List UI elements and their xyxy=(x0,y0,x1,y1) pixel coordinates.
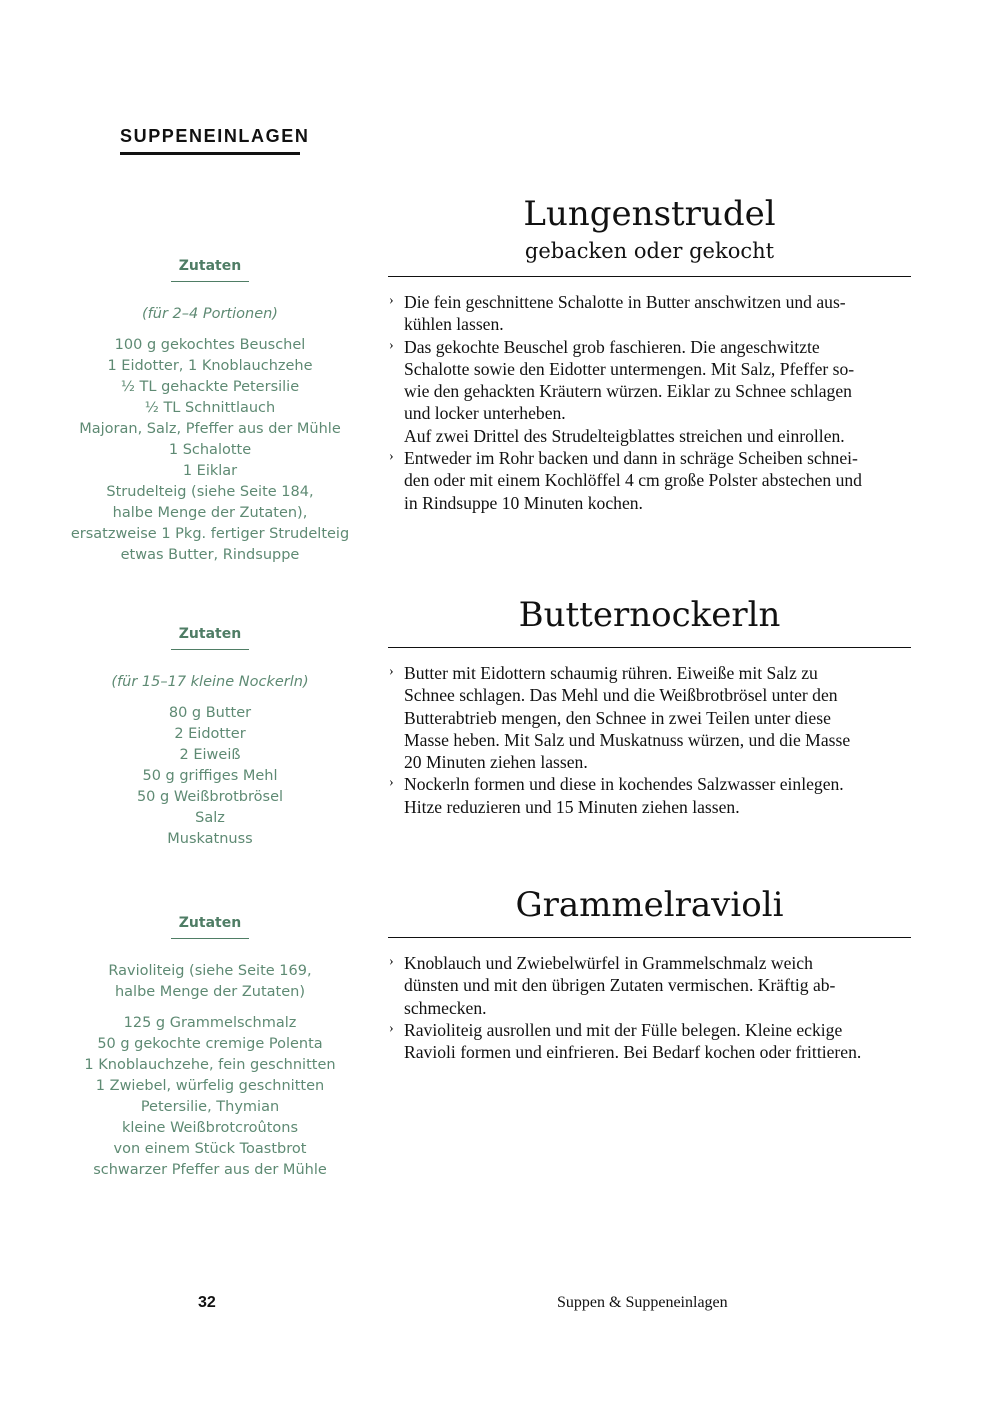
step-item xyxy=(388,952,911,1019)
recipe-grammelravioli xyxy=(388,884,911,1063)
step-line: Butter mit Eidottern schaumig rühren. Eiweiße mit Salz zu xyxy=(404,663,818,683)
ingredient-item: Ravioliteig (siehe Seite 169, xyxy=(108,963,312,979)
step-list xyxy=(388,952,911,1063)
step-line: Hitze reduzieren und 15 Minuten ziehen lassen. xyxy=(404,796,740,817)
ingredient-item: 1 Schalotte xyxy=(168,442,252,458)
chevron-right-icon: › xyxy=(389,337,394,353)
ingredient-list xyxy=(60,335,360,566)
step-line: und locker unterheben. xyxy=(404,403,566,424)
step-item xyxy=(388,662,911,773)
title-rule xyxy=(388,647,911,648)
step-line: Masse heben. Mit Salz und Muskatnuss würzen, und die Masse xyxy=(404,729,851,750)
ingredients-title: Zutaten xyxy=(171,624,249,650)
ingredients-title: Zutaten xyxy=(171,913,249,939)
step-line: Auf zwei Drittel des Strudelteigblattes streichen und einrollen. xyxy=(404,425,845,446)
ingredient-item: 100 g gekochtes Beuschel xyxy=(114,337,306,353)
step-item xyxy=(388,773,911,818)
step-line: Entweder im Rohr backen und dann in schräge Scheiben schnei- xyxy=(404,448,858,469)
step-line: schmecken. xyxy=(404,997,487,1018)
step-item xyxy=(388,336,911,447)
recipe-butternockerln xyxy=(388,594,911,818)
ingredient-item: 125 g Grammelschmalz xyxy=(123,1015,297,1031)
footer-section-title: Suppen & Suppeneinlagen xyxy=(557,1294,728,1311)
step-line: Ravioli formen und einfrieren. Bei Bedarf kochen oder frittieren. xyxy=(404,1042,862,1063)
recipe-title: Butternockerln xyxy=(518,595,781,635)
ingredient-item: ½ TL Schnittlauch xyxy=(144,400,276,416)
step-line: dünsten und mit den übrigen Zutaten vermischen. Kräftig ab- xyxy=(404,975,836,996)
ingredients-butternockerln xyxy=(60,624,360,860)
ingredient-list xyxy=(60,1013,360,1181)
recipe-title: Grammelravioli xyxy=(515,885,784,925)
chevron-right-icon: › xyxy=(389,954,394,969)
ingredient-item: von einem Stück Toastbrot xyxy=(113,1141,307,1157)
step-line: kühlen lassen. xyxy=(404,314,504,335)
ingredient-item: ersatzweise 1 Pkg. fertiger Strudelteig xyxy=(70,526,350,542)
step-line: den oder mit einem Kochlöffel 4 cm große Polster abstechen und xyxy=(404,470,862,491)
chevron-right-icon: › xyxy=(389,449,394,465)
step-line: Das gekochte Beuschel grob faschieren. Die angeschwitzte xyxy=(404,336,820,357)
portions: (für 15–17 kleine Nockerln) xyxy=(111,674,309,690)
ingredient-item: Majoran, Salz, Pfeffer aus der Mühle xyxy=(79,421,341,437)
ingredient-item: 50 g griffiges Mehl xyxy=(142,768,278,784)
ingredient-item: halbe Menge der Zutaten) xyxy=(114,984,306,1000)
step-list xyxy=(388,662,911,818)
section-header: SUPPENEINLAGEN xyxy=(120,126,300,155)
step-line: wie den gehackten Kräutern würzen. Eiklar zu Schnee schlagen xyxy=(404,381,852,402)
step-line: Knoblauch und Zwiebelwürfel in Grammelschmalz weich xyxy=(404,953,813,973)
step-line: Schalotte sowie den Eidotter untermengen. Mit Salz, Pfeffer so- xyxy=(404,358,855,379)
page-number: 32 xyxy=(198,1294,216,1311)
step-item xyxy=(388,447,911,514)
step-line: Schnee schlagen. Das Mehl und die Weißbrotbrösel unter den xyxy=(404,685,838,706)
step-item xyxy=(388,291,911,336)
chevron-right-icon: › xyxy=(389,664,394,679)
recipe-lungenstrudel xyxy=(388,193,911,514)
ingredient-item: Salz xyxy=(195,810,225,826)
ingredients-lungenstrudel xyxy=(60,256,360,576)
title-rule xyxy=(388,276,911,277)
ingredient-item: 80 g Butter xyxy=(168,705,252,721)
step-line: Butterabtrieb mengen, den Schnee in zwei Teilen unter diese xyxy=(404,707,831,728)
chevron-right-icon: › xyxy=(389,293,394,308)
ingredients-title: Zutaten xyxy=(171,256,249,282)
ingredient-item: kleine Weißbrotcroûtons xyxy=(121,1120,299,1136)
chevron-right-icon: › xyxy=(389,775,394,791)
ingredient-item: Petersilie, Thymian xyxy=(140,1099,280,1115)
portions: (für 2–4 Portionen) xyxy=(142,306,278,322)
recipe-subtitle: gebacken oder gekocht xyxy=(524,239,775,263)
step-line: 20 Minuten ziehen lassen. xyxy=(404,752,588,773)
step-item xyxy=(388,1019,911,1064)
dough-note xyxy=(60,961,360,1003)
step-list xyxy=(388,291,911,514)
ingredient-item: 2 Eiweiß xyxy=(179,747,241,763)
ingredient-item: schwarzer Pfeffer aus der Mühle xyxy=(93,1162,327,1178)
step-line: in Rindsuppe 10 Minuten kochen. xyxy=(404,492,643,513)
ingredient-item: 50 g gekochte cremige Polenta xyxy=(97,1036,323,1052)
ingredient-item: 50 g Weißbrotbrösel xyxy=(136,789,284,805)
step-line: Die fein geschnittene Schalotte in Butter anschwitzen und aus- xyxy=(404,292,846,312)
step-line: Ravioliteig ausrollen und mit der Fülle belegen. Kleine eckige xyxy=(404,1019,843,1040)
ingredient-item: Strudelteig (siehe Seite 184, xyxy=(106,484,314,500)
title-rule xyxy=(388,937,911,938)
ingredient-item: 1 Zwiebel, würfelig geschnitten xyxy=(95,1078,325,1094)
ingredient-item: 1 Eiklar xyxy=(182,463,238,479)
ingredient-item: etwas Butter, Rindsuppe xyxy=(120,547,300,563)
ingredient-item: 2 Eidotter xyxy=(174,726,246,742)
ingredient-list xyxy=(60,703,360,850)
ingredient-item: ½ TL gehackte Petersilie xyxy=(120,379,300,395)
ingredient-item: 1 Knoblauchzehe, fein geschnitten xyxy=(84,1057,336,1073)
chevron-right-icon: › xyxy=(389,1020,394,1036)
ingredient-item: 1 Eidotter, 1 Knoblauchzehe xyxy=(107,358,313,374)
step-line: Nockerln formen und diese in kochendes Salzwasser einlegen. xyxy=(404,774,844,795)
recipe-title: Lungenstrudel xyxy=(523,194,776,234)
ingredients-grammelravioli xyxy=(60,913,360,1191)
ingredient-item: halbe Menge der Zutaten), xyxy=(112,505,308,521)
ingredient-item: Muskatnuss xyxy=(167,831,253,847)
